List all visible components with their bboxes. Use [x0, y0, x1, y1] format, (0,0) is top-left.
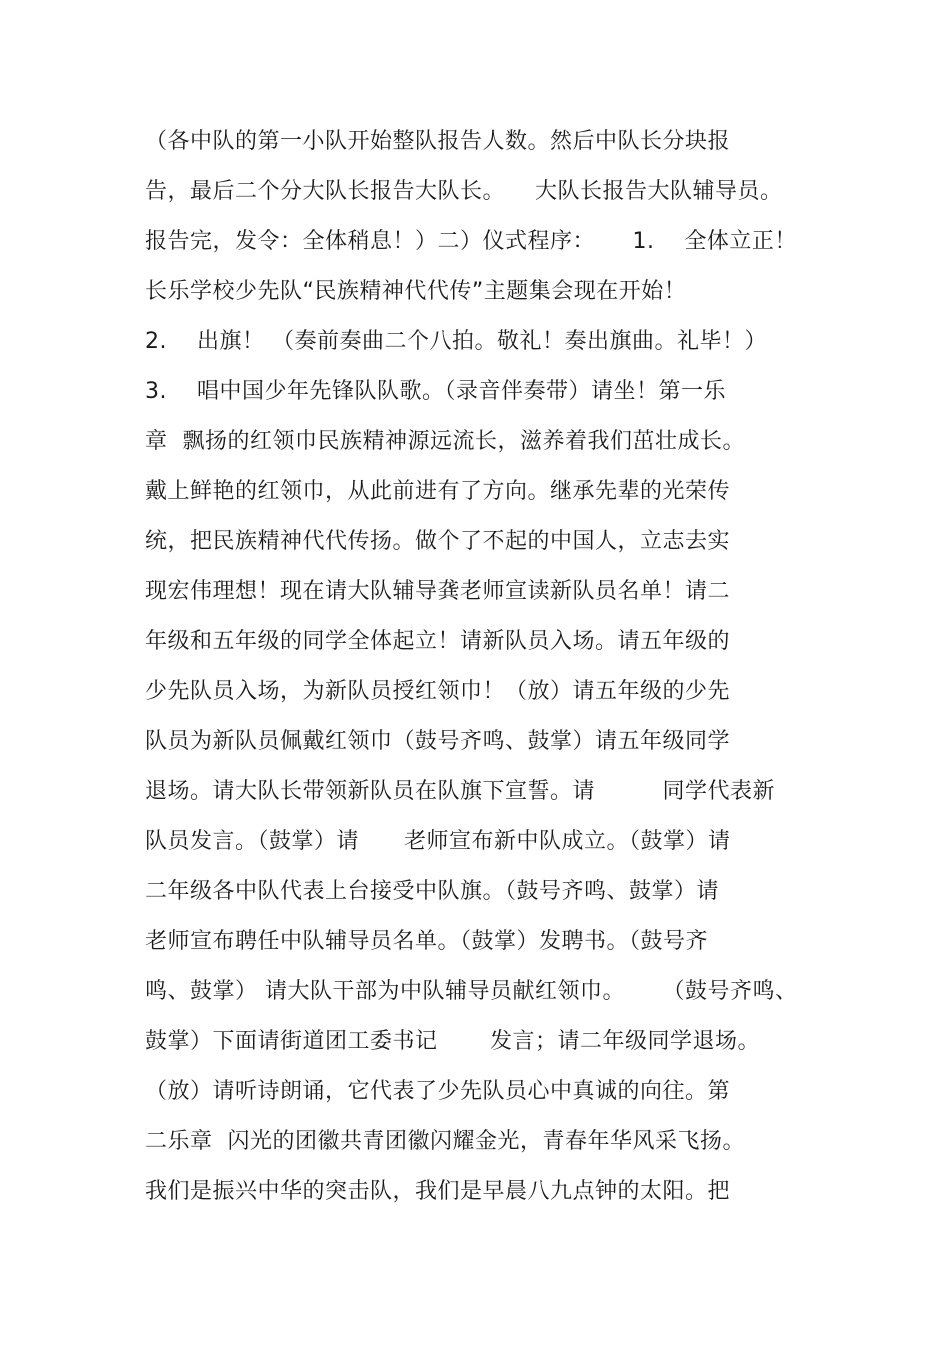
text-line-5: 2. 出旗！ （奏前奏曲二个八拍。敬礼！奏出旗曲。礼毕！） — [145, 329, 767, 354]
text-line-2: 告，最后二个分大队长报告大队长。 大队长报告大队辅导员。 — [145, 179, 783, 204]
text-line-7: 章 飘扬的红领巾民族精神源远流长，滋养着我们茁壮成长。 — [145, 429, 745, 454]
text-line-14: 退场。请大队长带领新队员在队旗下宣誓。请 同学代表新 — [145, 779, 775, 804]
text-line-17: 老师宣布聘任中队辅导员名单。（鼓掌）发聘书。（鼓号齐 — [145, 929, 709, 954]
text-line-22: 我们是振兴中华的突击队，我们是早晨八九点钟的太阳。把 — [145, 1179, 731, 1204]
text-line-1: （各中队的第一小队开始整队报告人数。然后中队长分块报 — [145, 129, 731, 154]
text-line-20: （放）请听诗朗诵，它代表了少先队员心中真诚的向往。第 — [145, 1079, 731, 1104]
text-line-13: 队员为新队员佩戴红领巾（鼓号齐鸣、鼓掌）请五年级同学 — [145, 729, 731, 754]
text-line-19: 鼓掌）下面请街道团工委书记 发言；请二年级同学退场。 — [145, 1029, 760, 1054]
text-line-11: 年级和五年级的同学全体起立！请新队员入场。请五年级的 — [145, 629, 731, 654]
text-line-10: 现宏伟理想！现在请大队辅导龚老师宣读新队员名单！请二 — [145, 579, 731, 604]
text-line-9: 统，把民族精神代代传扬。做个了不起的中国人，立志去实 — [145, 529, 731, 554]
text-line-16: 二年级各中队代表上台接受中队旗。（鼓号齐鸣、鼓掌）请 — [145, 879, 720, 904]
text-line-6: 3. 唱中国少年先锋队队歌。（录音伴奏带）请坐！第一乐 — [145, 379, 726, 404]
text-line-21: 二乐章 闪光的团徽共青团徽闪耀金光，青春年华风采飞扬。 — [145, 1129, 745, 1154]
text-line-15: 队员发言。（鼓掌）请 老师宣布新中队成立。（鼓掌）请 — [145, 829, 731, 854]
text-line-8: 戴上鲜艳的红领巾，从此前进有了方向。继承先辈的光荣传 — [145, 479, 731, 504]
text-line-4: 长乐学校少先队“民族精神代代传”主题集会现在开始！ — [145, 279, 687, 304]
text-line-18: 鸣、鼓掌） 请大队干部为中队辅导员献红领巾。 （鼓号齐鸣、 — [145, 979, 798, 1004]
text-line-12: 少先队员入场，为新队员授红领巾！（放）请五年级的少先 — [145, 679, 731, 704]
text-line-3: 报告完，发令：全体稍息！）二）仪式程序： 1. 全体立正！ — [145, 229, 797, 254]
